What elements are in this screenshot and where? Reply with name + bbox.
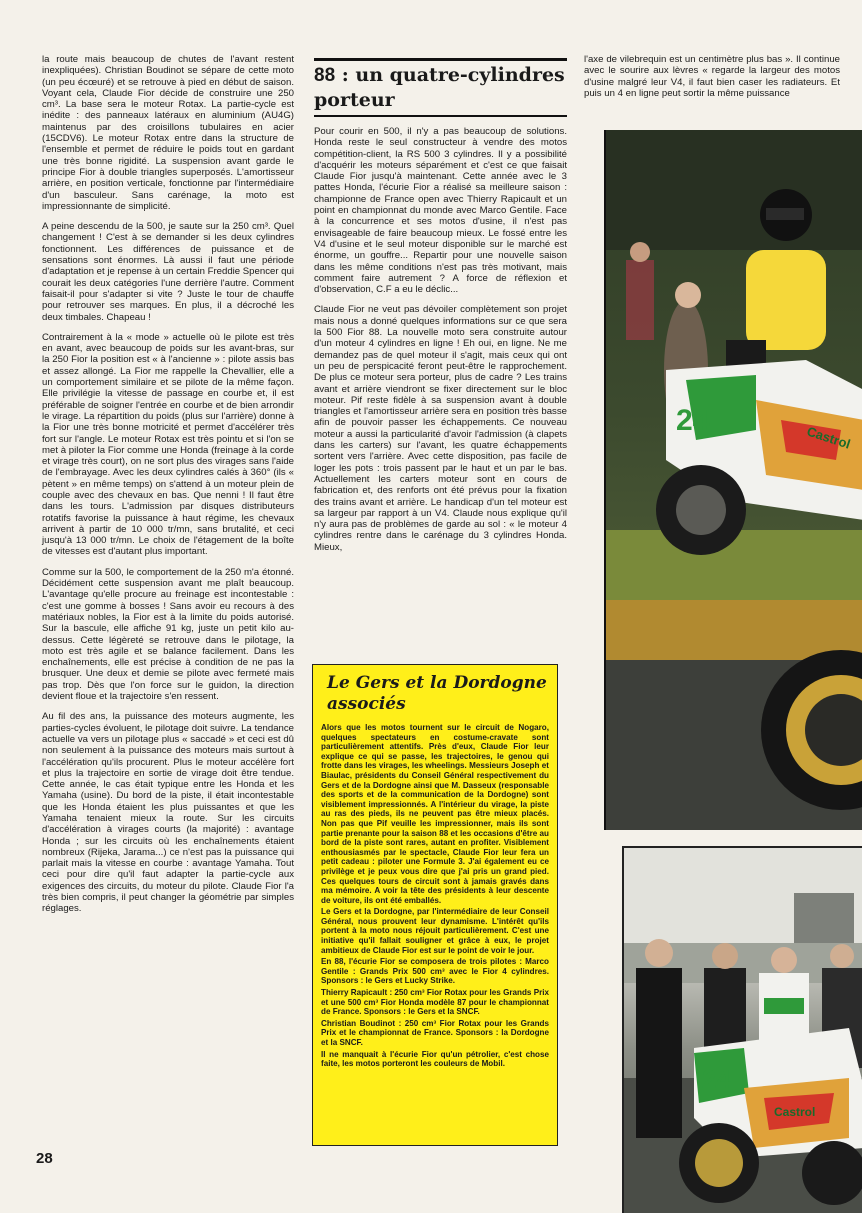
sidebar-paragraph: Le Gers et la Dordogne, par l'intermédiaire de leur Conseil Général, nous prouvent leur dynamisme. L'intérêt qu'ils portent à la moto nous réjouit particulièrement. C'est une initiative qu'il fallait souligner et grâce à eux, le projet ambitieux de Claude Fior est sur le point de voir le jour. (321, 907, 549, 955)
photo-rider-illustration (606, 130, 862, 830)
paragraph: l'axe de vilebrequin est un centimètre plus bas ». Il continue avec le sourire aux lèvres « regarde la largeur des motos d'usine malgré leur V4, il faut bien caser les radiateurs. Et puis un 4 en ligne peut sortir la même puissance (584, 54, 840, 99)
paragraph: Contrairement à la « mode » actuelle où le pilote est très en avant, avec beaucoup de poids sur les avant-bras, sur la 250 Fior la position est « à l'ancienne » : pilote assis bas et assez allongé. La Fior me rappelle la Chevallier, elle a un comportement similaire et se pilote de la même façon. Elle privilégie la vitesse de passage en courbe et, il est préférable de soigner l'entrée en courbe et de bien arrondir le virage. La répartition du poids (plus sur l'arrière) donne à la Fior une très bonne motricité et permet d'accélérer très fort sur l'angle. Le moteur Rotax est très pointu et si l'on se met à piloter la Fior comme une Honda (freinage à la corde et virage très court), on ne sort plus des virages sans l'aide de l'embrayage. Avec les deux cylindres calés à 360° (ils « pètent » en même temps) on s'attend à un moteur plein de couple avec des chevaux en bas. Que nenni ! Il faut être dans les tours. L'admission par disques distributeurs rotatifs favorise la puissance à haut régime, les chevaux arrivent à partir de 10 000 tr/mn, sans brutalité, et ceci jusqu'à 13 000 tr/mn. Le choix de l'étagement de la boîte de vitesses est d'autant plus important. (42, 331, 294, 558)
sidebar-paragraph: Il ne manquait à l'écurie Fior qu'un pétrolier, c'est chose faite, les motos porteront les couleurs de Mobil. (321, 1049, 549, 1069)
sidebar-paragraph: Christian Boudinot : 250 cm³ Fior Rotax pour les Grands Prix et le championnat de France. Sponsors : la Dordogne et la SNCF. (321, 1018, 549, 1047)
sidebar-body (321, 723, 549, 1069)
paragraph: Comme sur la 500, le comportement de la 250 m'a étonné. Décidément cette suspension avant me plaît beaucoup. L'avantage qu'elle procure au freinage est incontestable : c'est une gomme à bosses ! Sans avoir eu recours à des matériaux nobles, la Fior est à la limite du poids autorisé. Sur la bascule, elle affiche 91 kg, juste un petit kilo au-dessus. Cette légèreté se retrouve dans le pilotage, la moto est très agile et se balance facilement. Dans les enchaînements, elle est précise à condition de ne pas la brusquer. Une deux et demie se pilote avec fermeté mais pas trop. Dès que l'on force sur le guidon, la direction devient floue et la trajectoire s'en ressent. (42, 566, 294, 703)
bottom-number-plate: 24 (702, 1064, 731, 1094)
sidebar-paragraph: Alors que les motos tournent sur le circuit de Nogaro, quelques spectateurs en costume-cravate sont particulièrement attentifs. Près d'eux, Claude Fior leur explique ce qui se passe, les trajectoires, le genou qui frotte dans les virages, les wheelings. Messieurs Joseph et Biaulac, présidents du Conseil Général respectivement du Gers et de la Dordogne ainsi que M. Dasseux (responsable des sports et de la communication de la Dordogne) sont visiblement impressionnés. A l'intérieur du virage, la piste au ras des pieds, ils ne peuvent pas être mieux placés. Non pas que Pif veuille les impressionner, mais ils sont partie prenante pour la saison 88 et les occasions d'être au bord de la piste sont rares, autant en profiter. Visiblement enthousiasmés par le spectacle, Claude Fior leur fera un petit cadeau : piloter une Formule 3. J'ai également eu ce privilège et je peux vous dire que j'ai pris un grand pied. Ces quelques tours de circuit sont à jamais gravés dans ma mémoire. A voir la tête des présidents à leur descente de voiture, ils ont été emballés. (321, 723, 549, 905)
headline-text: : un quatre-cylindres porteur (314, 64, 565, 111)
article-column-2 (314, 126, 567, 553)
photo-team-illustration (624, 848, 862, 1213)
article-column-1 (42, 54, 294, 924)
page-number: 28 (36, 1150, 53, 1167)
sidebar-paragraph: En 88, l'écurie Fior se composera de trois pilotes : Marco Gentile : Grands Prix 500 cm³ avec le Fior 4 cylindres. Sponsors : le Gers et Lucky Strike. (321, 957, 549, 986)
top-number-plate: 24 (676, 404, 710, 437)
paragraph: Au fil des ans, la puissance des moteurs augmente, les parties-cycles évoluent, le pilotage doit suivre. La tendance actuelle va vers un pilotage plus « saccadé » et ceci est dû non seulement à la puissance des moteurs mais surtout à l'accélération qu'ils procurent. Plus le moteur accélère fort et plus la trajectoire en sortie de virage doit être tendue. Cette année, le cas était typique entre les Honda et les Yamaha (usine). Du bord de la piste, il était incontestable que les Honda étaient les plus puissantes et que les Yamaha tenaient mieux la route. Sur les circuits d'accélération à virages courts (la majorité) : avantage Honda ; sur les circuits où les enchaînements étaient nombreux (Rijeka, Jarama...) ce n'est pas la puissance qui parlait mais la vitesse en courbe : avantage Yamaha. Tout ceci pour dire qu'il faut adapter la partie-cycle aux exigences des circuits, du moteur du pilote. Claude Fior l'a très bien compris, il peut changer la géométrie par simples réglages. (42, 711, 294, 915)
paragraph: Claude Fior ne veut pas dévoiler complètement son projet mais nous a donné quelques informations sur ce que sera la 500 Fior 88. La nouvelle moto sera construite autour d'un moteur 4 cylindres en ligne ! Eh oui, en ligne. Ne me demandez pas de quel moteur il s'agit, mais ceux qui ont un peu de perspicacité feront peut-être le rapprochement. De plus ce moteur sera porteur, plus de cadre ? Les trains avant et arrière viendront se fixer directement sur le bloc moteur. Pif reste fidèle à sa suspension avant à double triangles et l'amortisseur arrière sera en position très basse afin de pouvoir passer les échappements. Ce nouveau moteur a aussi la particularité d'avoir l'admission (à clapets dans les carters) sur l'avant, les quatre échappements sortent vers l'arrière. Avec cette disposition, pas facile de loger les pots : trois passent par le haut et un par le bas. Actuellement les carters moteur sont en cours de fabrication et, des renforts ont été prévus pour la fixation des trains avant et arrière. Le handicap d'un tel moteur est sa largeur par rapport à un V4. Claude nous explique qu'il n'y aura pas de problèmes de garde au sol : « le moteur 4 cylindres rentre dans le carénage du 3 cylindres Honda. Mieux, (314, 304, 567, 553)
sidebar-paragraph: Thierry Rapicault : 250 cm³ Fior Rotax pour les Grands Prix et une 500 cm³ Fior Honda modèle 87 pour le championnat de France. Sponsors : le Gers et la SNCF. (321, 988, 549, 1017)
section-headline (314, 58, 567, 117)
article-column-3 (584, 54, 840, 108)
photo-rider-on-bike (604, 130, 862, 830)
photo-team-with-bike (622, 846, 862, 1213)
sidebar-title: Le Gers et la Dordogne associés (327, 673, 547, 714)
paragraph: Pour courir en 500, il n'y a pas beaucoup de solutions. Honda reste le seul constructeur à vendre des motos compétition-client, la RS 500 3 cylindres. Il y a possibilité d'acquérir les moteurs séparément et c'est ce que faisait Claude Fior jusqu'à maintenant. Cette année avec le 3 pattes Honda, l'écurie Fior a réalisé sa meilleure saison : championne de France open avec Thierry Rapicault et un point en championnat du monde avec Marco Gentile. Face à la concurrence et ses motos d'usine, il n'est pas envisageable de faire beaucoup mieux. Le fossé entre les V4 d'usine et le seul moteur disponible sur le marché est énorme, un gouffre... Repartir pour une nouvelle saison dans les même conditions n'est pas très motivant, mais comment faire autrement ? A force de réflexion et d'observation, C.F a eu le déclic... (314, 126, 567, 296)
headline-number: 88 (314, 65, 336, 86)
sidebar-box (312, 664, 558, 1146)
paragraph: la route mais beaucoup de chutes de l'avant restent inexpliquées). Christian Boudinot se sépare de cette moto (un peu écœuré) et se retrouve à pied en début de saison. Voyant cela, Claude Fior décide de construire une 250 cm³. La base sera le moteur Rotax. La partie-cycle est inédite : des panneaux latéraux en aluminium (AU4G) maintenus par des croisillons tubulaires en acier (15CDV6). Le moteur Rotax entre dans la structure de l'ensemble et permet de réduire le poids tout en gardant une très bonne rigidité. La suspension avant garde le principe Fior à double triangles superposés. L'amortisseur arrière, en position verticale, fonctionne par l'intermédiaire d'un basculeur. Sans carénage, la moto est impressionnante de simplicité. (42, 54, 294, 212)
bottom-sponsor-text: Castrol (774, 1105, 816, 1119)
paragraph: A peine descendu de la 500, je saute sur la 250 cm³. Quel changement ! C'est à se demander si les deux cylindres fonctionnent. Les différences de puissance et de sensations sont énormes. Là aussi il faut une période d'adaptation et je repense à un certain Freddie Spencer qui courait les deux catégories l'une derrière l'autre. Comment faisait-il pour s'adapter si vite ? Juste le tour de chauffe pour retrouver ses marques. En plus, il a décroché les deux timbales. Chapeau ! (42, 221, 294, 323)
top-sponsor-text: Castrol (805, 423, 853, 452)
